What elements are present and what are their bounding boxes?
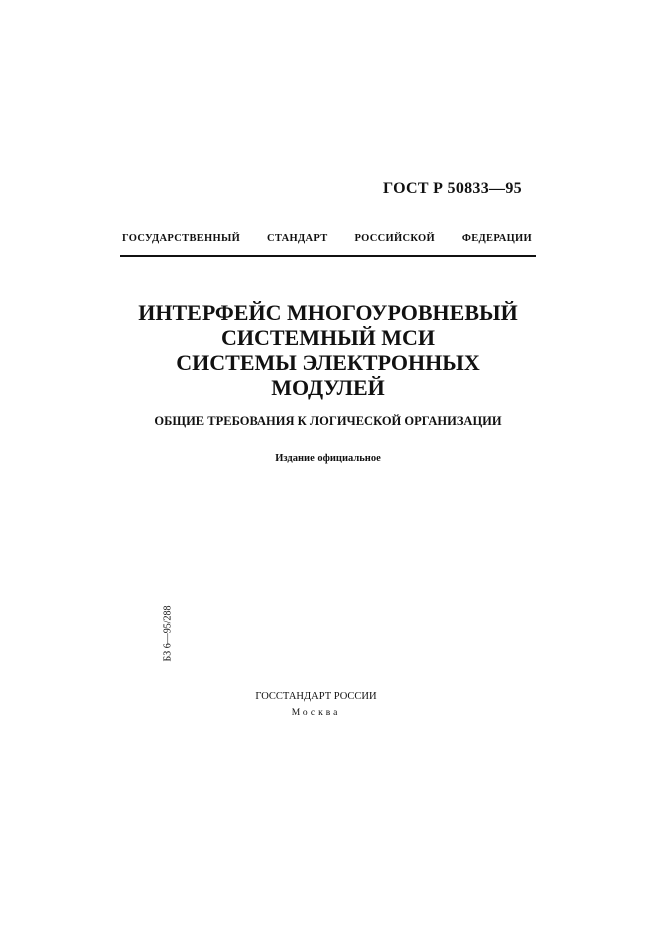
header-word: ФЕДЕРАЦИИ [461, 233, 532, 244]
header-rule [120, 255, 536, 257]
title-line: ИНТЕРФЕЙС МНОГОУРОВНЕВЫЙ [138, 300, 518, 325]
header-word: СТАНДАРТ [267, 233, 328, 244]
header-line [122, 233, 532, 244]
publisher: ГОССТАНДАРТ РОССИИ [255, 691, 377, 702]
document-subtitle: ОБЩИЕ ТРЕБОВАНИЯ К ЛОГИЧЕСКОЙ ОРГАНИЗАЦИИ [154, 414, 502, 428]
title-line: СИСТЕМНЫЙ МСИ [220, 325, 436, 350]
city: Москва [291, 708, 341, 718]
title-line: СИСТЕМЫ ЭЛЕКТРОННЫХ [176, 350, 480, 375]
document-title [120, 300, 536, 400]
header-word: РОССИЙСКОЙ [354, 233, 435, 244]
title-line: МОДУЛЕЙ [271, 375, 385, 400]
catalog-code: БЗ 6—95/288 [162, 605, 174, 662]
header-word: ГОСУДАРСТВЕННЫЙ [122, 233, 241, 244]
edition-label: Издание официальное [275, 453, 381, 464]
standard-code: ГОСТ Р 50833—95 [383, 180, 522, 197]
